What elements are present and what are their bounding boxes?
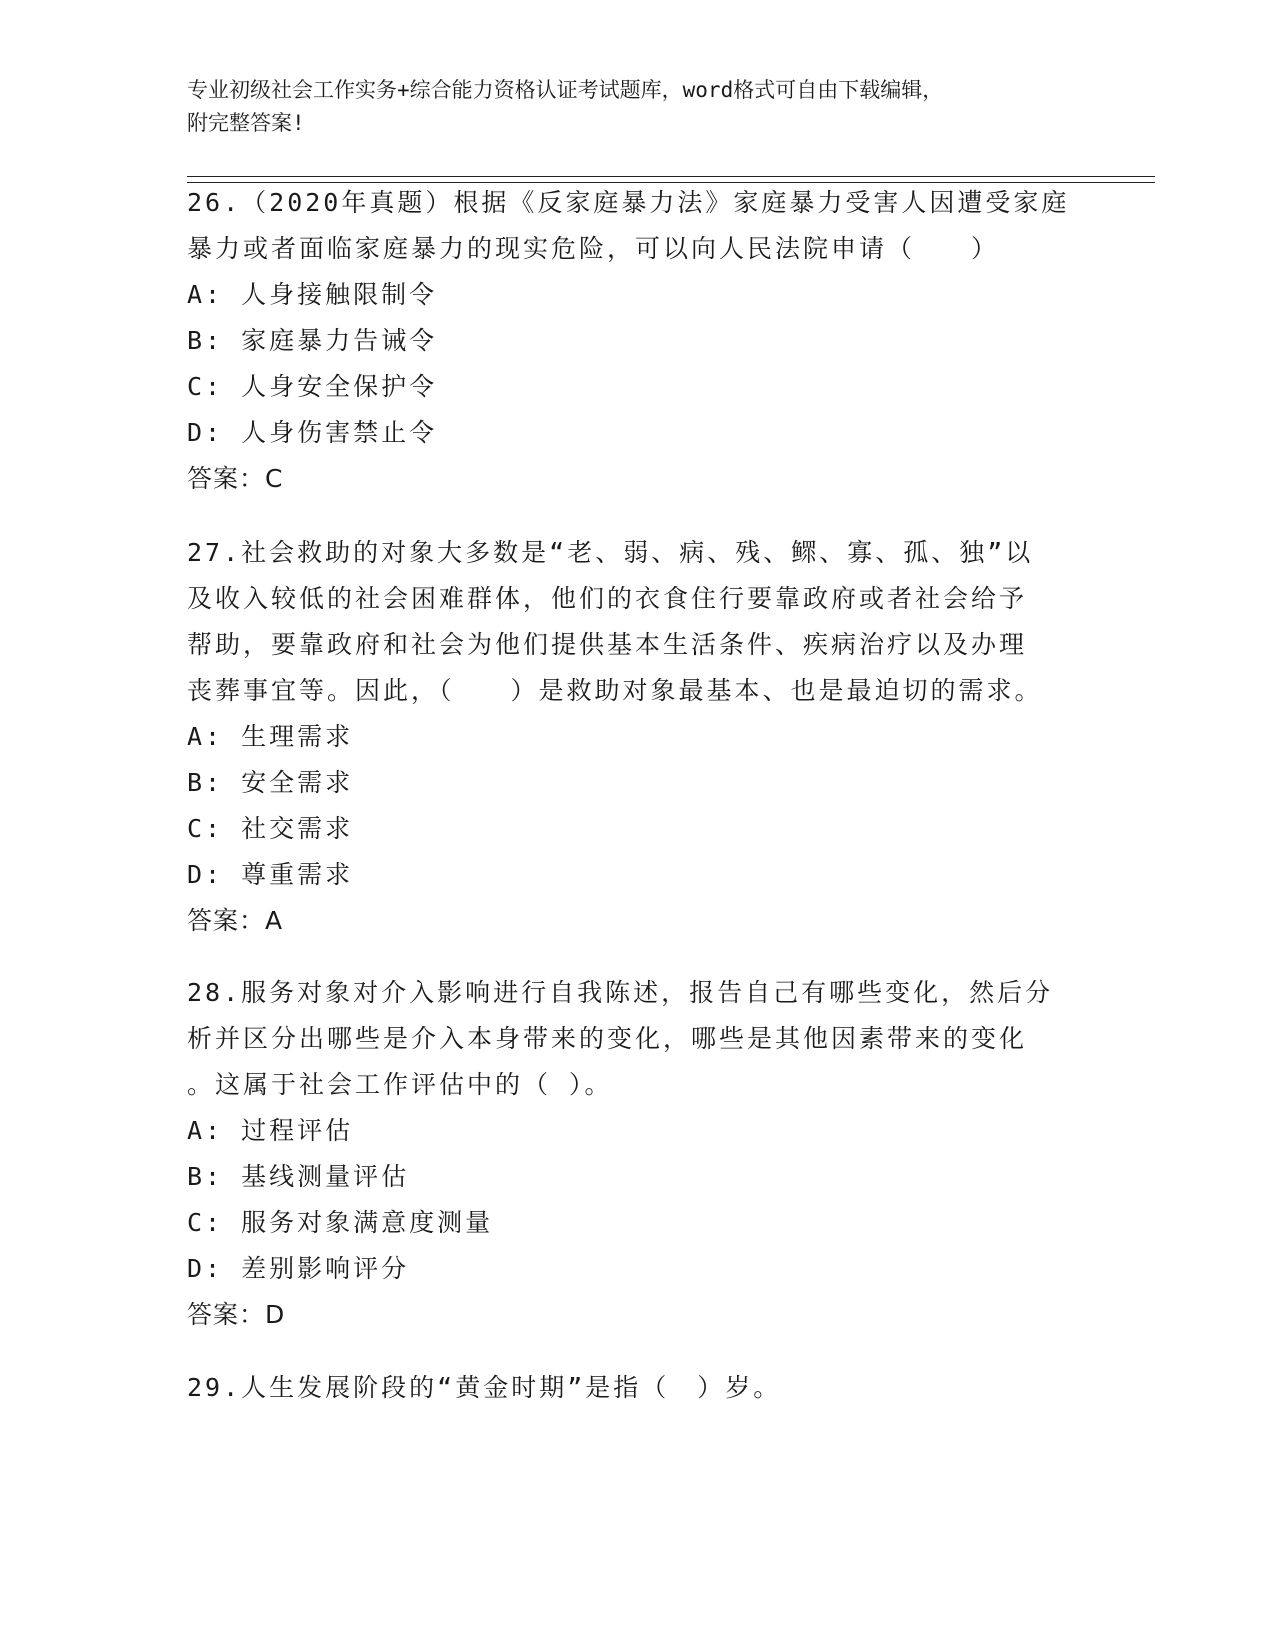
- stem-line: 丧葬事宜等。因此，（ ）是救助对象最基本、也是最迫切的需求。: [187, 676, 1043, 705]
- option-d: D: 人身伤害禁止令: [187, 418, 438, 447]
- question-26: [187, 180, 1087, 502]
- option-c: C: 社交需求: [187, 814, 354, 843]
- answer: 答案：D: [187, 1300, 286, 1329]
- stem-line: 29.人生发展阶段的“黄金时期”是指（ ）岁。: [187, 1373, 782, 1402]
- stem-line: 暴力或者面临家庭暴力的现实危险，可以向人民法院申请（ ）: [187, 234, 1000, 263]
- question-29: [187, 1365, 1087, 1411]
- option-b: B: 家庭暴力告诫令: [187, 326, 438, 355]
- question-stem: [187, 530, 1087, 714]
- stem-line: 帮助，要靠政府和社会为他们提供基本生活条件、疾病治疗以及办理: [187, 630, 1028, 659]
- stem-line: 26.（2020年真题）根据《反家庭暴力法》家庭暴力受害人因遭受家庭: [187, 188, 1070, 217]
- header-line-1: 专业初级社会工作实务+综合能力资格认证考试题库，word格式可自由下载编辑，: [187, 78, 944, 102]
- stem-line: 。这属于社会工作评估中的（ ）。: [187, 1070, 613, 1099]
- page-header: [187, 74, 1087, 140]
- header-line-2: 附完整答案!: [187, 111, 305, 135]
- divider-line: [187, 176, 1155, 177]
- stem-line: 析并区分出哪些是介入本身带来的变化，哪些是其他因素带来的变化: [187, 1024, 1028, 1053]
- option-a: A: 过程评估: [187, 1116, 354, 1145]
- question-stem: [187, 970, 1087, 1108]
- option-d: D: 差别影响评分: [187, 1254, 410, 1283]
- option-c: C: 人身安全保护令: [187, 372, 438, 401]
- option-a: A: 人身接触限制令: [187, 280, 438, 309]
- stem-line: 28.服务对象对介入影响进行自我陈述，报告自己有哪些变化，然后分: [187, 978, 1054, 1007]
- stem-line: 及收入较低的社会困难群体，他们的衣食住行要靠政府或者社会给予: [187, 584, 1028, 613]
- question-27: [187, 530, 1087, 944]
- question-stem: [187, 1365, 1087, 1411]
- option-b: B: 安全需求: [187, 768, 354, 797]
- stem-line: 27.社会救助的对象大多数是“老、弱、病、残、鳏、寡、孤、独”以: [187, 538, 1034, 567]
- option-b: B: 基线测量评估: [187, 1162, 410, 1191]
- question-28: [187, 970, 1087, 1338]
- option-a: A: 生理需求: [187, 722, 354, 751]
- answer: 答案：C: [187, 464, 284, 493]
- question-stem: [187, 180, 1087, 272]
- option-d: D: 尊重需求: [187, 860, 354, 889]
- answer: 答案：A: [187, 906, 284, 935]
- option-c: C: 服务对象满意度测量: [187, 1208, 494, 1237]
